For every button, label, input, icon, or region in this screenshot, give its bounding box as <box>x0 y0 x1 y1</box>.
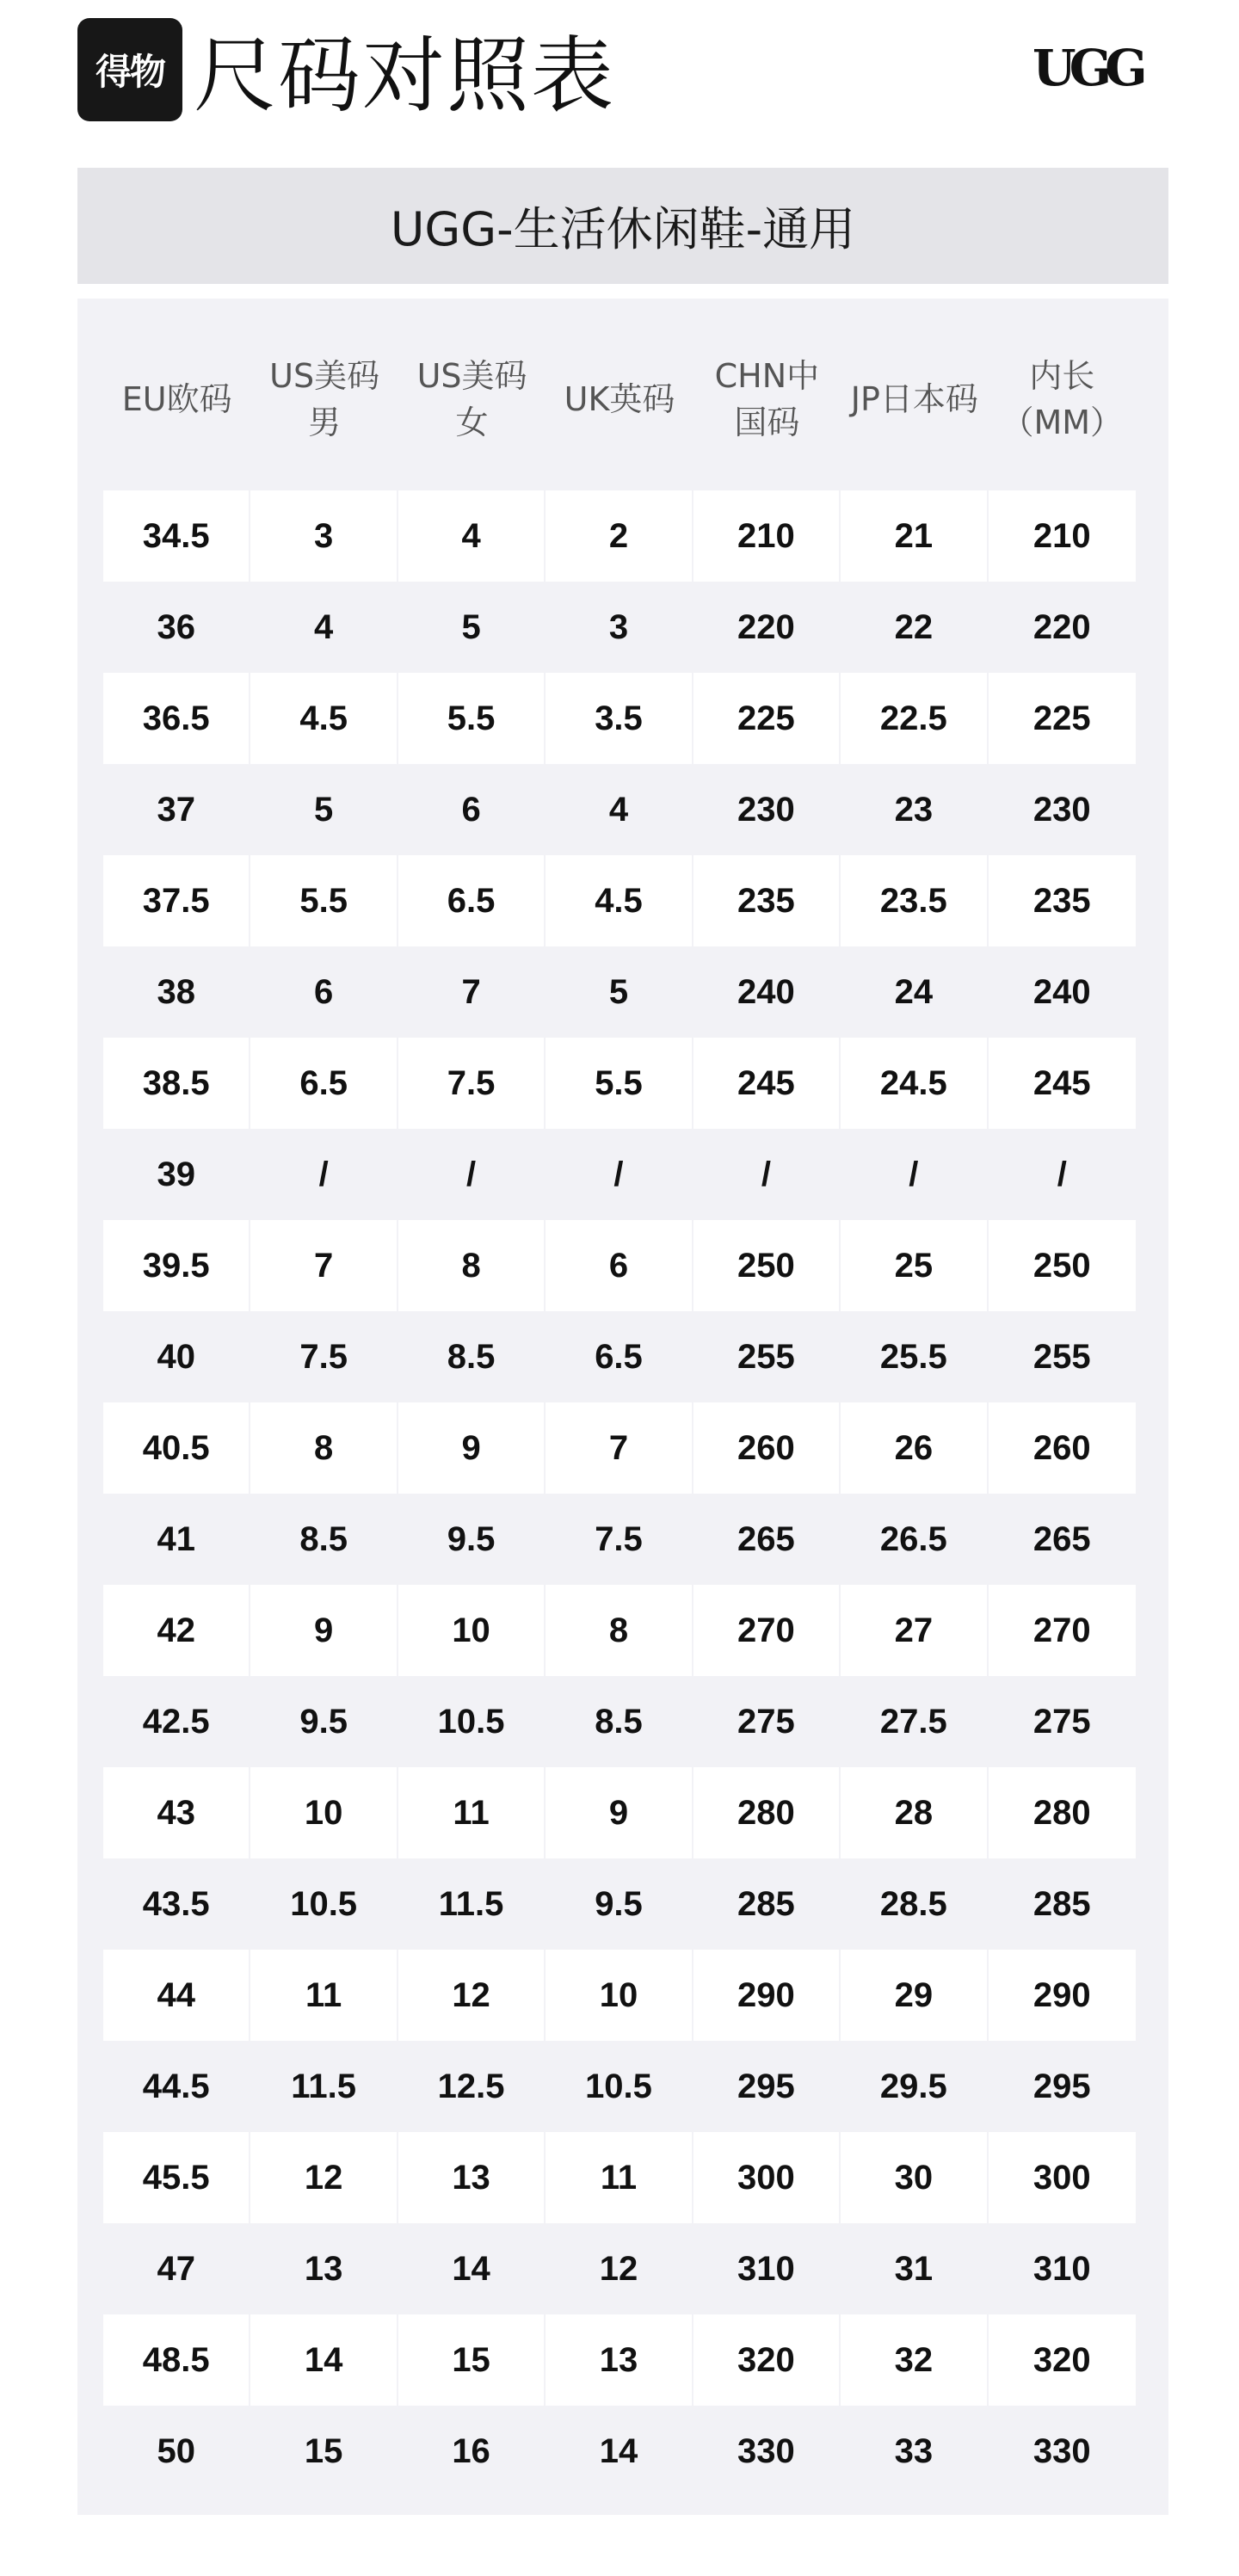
table-cell: 34.5 <box>103 490 249 582</box>
table-cell: 7 <box>546 1402 691 1494</box>
table-cell: 5 <box>398 582 544 673</box>
table-cell: 310 <box>989 2223 1136 2314</box>
table-cell: 230 <box>989 764 1136 855</box>
table-cell: 295 <box>693 2041 839 2132</box>
table-cell: 10 <box>546 1950 691 2041</box>
column-header-label: US美码 <box>416 356 527 395</box>
table-row <box>103 1767 1136 1858</box>
table-cell: 250 <box>989 1220 1136 1311</box>
table-cell: 44.5 <box>103 2041 249 2132</box>
table-row <box>103 2223 1136 2314</box>
table-cell: 29.5 <box>841 2041 986 2132</box>
table-cell: 230 <box>693 764 839 855</box>
table-cell: 290 <box>693 1950 839 2041</box>
column-header <box>546 307 693 490</box>
table-cell: 300 <box>693 2132 839 2223</box>
table-row <box>103 2041 1136 2132</box>
table-cell: 9.5 <box>546 1858 691 1950</box>
table-cell: 11.5 <box>398 1858 544 1950</box>
table-row <box>103 673 1136 764</box>
table-cell: 14 <box>398 2223 544 2314</box>
table-cell: 36 <box>103 582 249 673</box>
table-cell: 9 <box>398 1402 544 1494</box>
column-header-label: 内长 <box>1029 356 1095 395</box>
table-row <box>103 1220 1136 1311</box>
table-cell: 44 <box>103 1950 249 2041</box>
table-cell: / <box>250 1129 396 1220</box>
table-cell: 2 <box>546 490 691 582</box>
table-row <box>103 1402 1136 1494</box>
column-header-label: EU欧码 <box>121 379 232 418</box>
table-row <box>103 2132 1136 2223</box>
table-cell: 23.5 <box>841 855 986 946</box>
table-cell: 12.5 <box>398 2041 544 2132</box>
column-header-label: CHN中 <box>714 356 820 395</box>
table-cell: 9.5 <box>250 1676 396 1767</box>
table-cell: 9 <box>546 1767 691 1858</box>
table-cell: 25.5 <box>841 1311 986 1402</box>
table-cell: 240 <box>693 946 839 1038</box>
table-cell: 28 <box>841 1767 986 1858</box>
table-cell: 11 <box>398 1767 544 1858</box>
table-cell: 48.5 <box>103 2314 249 2406</box>
table-cell: 40 <box>103 1311 249 1402</box>
table-cell: 300 <box>989 2132 1136 2223</box>
table-cell: 280 <box>693 1767 839 1858</box>
table-cell: 11.5 <box>250 2041 396 2132</box>
table-cell: 6.5 <box>250 1038 396 1129</box>
table-cell: 8 <box>546 1585 691 1676</box>
table-cell: 6.5 <box>546 1311 691 1402</box>
table-cell: 42 <box>103 1585 249 1676</box>
table-cell: 27.5 <box>841 1676 986 1767</box>
table-cell: 47 <box>103 2223 249 2314</box>
table-cell: 8.5 <box>250 1494 396 1585</box>
dewu-app-logo: 得物 <box>77 18 182 121</box>
table-cell: 5.5 <box>398 673 544 764</box>
table-row <box>103 1311 1136 1402</box>
table-cell: 11 <box>546 2132 691 2223</box>
table-cell: 7.5 <box>250 1311 396 1402</box>
table-cell: 265 <box>693 1494 839 1585</box>
table-cell: 260 <box>693 1402 839 1494</box>
table-cell: 26.5 <box>841 1494 986 1585</box>
table-cell: 10 <box>250 1767 396 1858</box>
table-body <box>103 490 1136 2497</box>
table-cell: 10.5 <box>398 1676 544 1767</box>
table-cell: 41 <box>103 1494 249 1585</box>
table-cell: 24 <box>841 946 986 1038</box>
table-cell: 45.5 <box>103 2132 249 2223</box>
table-row <box>103 1950 1136 2041</box>
table-cell: 37 <box>103 764 249 855</box>
column-header <box>103 307 250 490</box>
table-row <box>103 855 1136 946</box>
table-cell: 3 <box>250 490 396 582</box>
table-cell: 10.5 <box>250 1858 396 1950</box>
table-cell: 290 <box>989 1950 1136 2041</box>
category-banner-title: UGG-生活休闲鞋-通用 <box>390 202 856 256</box>
table-cell: / <box>693 1129 839 1220</box>
table-cell: 13 <box>546 2314 691 2406</box>
table-cell: 32 <box>841 2314 986 2406</box>
table-cell: 39 <box>103 1129 249 1220</box>
table-cell: 320 <box>989 2314 1136 2406</box>
table-cell: 270 <box>693 1585 839 1676</box>
table-cell: 12 <box>250 2132 396 2223</box>
table-cell: 8 <box>250 1402 396 1494</box>
table-cell: 28.5 <box>841 1858 986 1950</box>
table-cell: 10 <box>398 1585 544 1676</box>
table-cell: 225 <box>693 673 839 764</box>
table-cell: 9 <box>250 1585 396 1676</box>
table-cell: 5 <box>250 764 396 855</box>
table-cell: 210 <box>989 490 1136 582</box>
table-row <box>103 1676 1136 1767</box>
table-cell: / <box>398 1129 544 1220</box>
table-row <box>103 1494 1136 1585</box>
table-row <box>103 582 1136 673</box>
table-cell: 330 <box>989 2406 1136 2497</box>
table-cell: 250 <box>693 1220 839 1311</box>
table-cell: 7.5 <box>398 1038 544 1129</box>
table-cell: 245 <box>693 1038 839 1129</box>
table-cell: 6.5 <box>398 855 544 946</box>
table-cell: 29 <box>841 1950 986 2041</box>
table-row <box>103 946 1136 1038</box>
table-cell: 225 <box>989 673 1136 764</box>
column-header <box>693 307 841 490</box>
table-cell: 9.5 <box>398 1494 544 1585</box>
table-cell: 4 <box>398 490 544 582</box>
table-row <box>103 1038 1136 1129</box>
column-header-sublabel: 国码 <box>734 403 800 441</box>
table-cell: 22 <box>841 582 986 673</box>
table-cell: 7 <box>398 946 544 1038</box>
table-row <box>103 1585 1136 1676</box>
table-cell: 31 <box>841 2223 986 2314</box>
table-cell: 37.5 <box>103 855 249 946</box>
table-cell: 220 <box>693 582 839 673</box>
table-row <box>103 2314 1136 2406</box>
table-cell: 275 <box>989 1676 1136 1767</box>
table-cell: 4 <box>250 582 396 673</box>
table-cell: 260 <box>989 1402 1136 1494</box>
table-cell: 330 <box>693 2406 839 2497</box>
table-cell: 14 <box>250 2314 396 2406</box>
table-cell: 320 <box>693 2314 839 2406</box>
table-cell: / <box>989 1129 1136 1220</box>
table-cell: 43.5 <box>103 1858 249 1950</box>
table-cell: 285 <box>693 1858 839 1950</box>
table-cell: 8.5 <box>546 1676 691 1767</box>
table-cell: 22.5 <box>841 673 986 764</box>
table-cell: 50 <box>103 2406 249 2497</box>
column-header-label: JP日本码 <box>850 379 978 418</box>
table-cell: 3.5 <box>546 673 691 764</box>
table-cell: 33 <box>841 2406 986 2497</box>
table-cell: 240 <box>989 946 1136 1038</box>
table-row <box>103 764 1136 855</box>
table-cell: 8 <box>398 1220 544 1311</box>
table-cell: 245 <box>989 1038 1136 1129</box>
ugg-brand-logo: UGG <box>1032 39 1141 97</box>
column-header-label: US美码 <box>269 356 380 395</box>
table-cell: 235 <box>989 855 1136 946</box>
column-header <box>989 307 1136 490</box>
table-cell: 13 <box>250 2223 396 2314</box>
table-cell: 270 <box>989 1585 1136 1676</box>
column-header <box>250 307 398 490</box>
table-cell: 16 <box>398 2406 544 2497</box>
table-cell: 15 <box>398 2314 544 2406</box>
table-header-row <box>103 307 1136 490</box>
table-cell: 6 <box>250 946 396 1038</box>
table-cell: 38 <box>103 946 249 1038</box>
table-cell: 12 <box>546 2223 691 2314</box>
table-row <box>103 1129 1136 1220</box>
table-row <box>103 490 1136 582</box>
page-header <box>0 0 1239 163</box>
table-cell: 36.5 <box>103 673 249 764</box>
table-cell: 280 <box>989 1767 1136 1858</box>
table-cell: 26 <box>841 1402 986 1494</box>
table-cell: 15 <box>250 2406 396 2497</box>
category-banner <box>77 168 1168 284</box>
table-cell: 285 <box>989 1858 1136 1950</box>
table-cell: 10.5 <box>546 2041 691 2132</box>
table-cell: 25 <box>841 1220 986 1311</box>
table-cell: 210 <box>693 490 839 582</box>
table-cell: 38.5 <box>103 1038 249 1129</box>
table-cell: 310 <box>693 2223 839 2314</box>
table-cell: 255 <box>989 1311 1136 1402</box>
table-cell: 6 <box>546 1220 691 1311</box>
column-header-sublabel: （MM） <box>1001 403 1124 441</box>
column-header-sublabel: 男 <box>308 403 342 441</box>
table-cell: / <box>841 1129 986 1220</box>
table-cell: 4.5 <box>546 855 691 946</box>
column-header <box>398 307 546 490</box>
table-cell: 12 <box>398 1950 544 2041</box>
table-cell: 5.5 <box>546 1038 691 1129</box>
table-cell: 23 <box>841 764 986 855</box>
column-header <box>841 307 988 490</box>
page-title: 尺码对照表 <box>194 28 615 124</box>
table-cell: 42.5 <box>103 1676 249 1767</box>
table-cell: 5 <box>546 946 691 1038</box>
column-header-sublabel: 女 <box>455 403 489 441</box>
table-cell: 220 <box>989 582 1136 673</box>
table-cell: 7 <box>250 1220 396 1311</box>
table-cell: 13 <box>398 2132 544 2223</box>
table-row <box>103 2406 1136 2497</box>
table-cell: 24.5 <box>841 1038 986 1129</box>
table-cell: 7.5 <box>546 1494 691 1585</box>
table-cell: 21 <box>841 490 986 582</box>
size-chart-table <box>103 307 1136 2497</box>
table-cell: 295 <box>989 2041 1136 2132</box>
table-row <box>103 1858 1136 1950</box>
table-cell: 5.5 <box>250 855 396 946</box>
table-cell: 4.5 <box>250 673 396 764</box>
table-cell: 43 <box>103 1767 249 1858</box>
table-cell: 27 <box>841 1585 986 1676</box>
table-cell: 11 <box>250 1950 396 2041</box>
table-cell: / <box>546 1129 691 1220</box>
table-cell: 235 <box>693 855 839 946</box>
column-header-label: UK英码 <box>564 379 675 418</box>
table-cell: 3 <box>546 582 691 673</box>
table-cell: 255 <box>693 1311 839 1402</box>
table-cell: 6 <box>398 764 544 855</box>
table-cell: 40.5 <box>103 1402 249 1494</box>
table-cell: 275 <box>693 1676 839 1767</box>
table-cell: 265 <box>989 1494 1136 1585</box>
table-cell: 39.5 <box>103 1220 249 1311</box>
table-cell: 14 <box>546 2406 691 2497</box>
table-cell: 8.5 <box>398 1311 544 1402</box>
table-cell: 4 <box>546 764 691 855</box>
table-cell: 30 <box>841 2132 986 2223</box>
